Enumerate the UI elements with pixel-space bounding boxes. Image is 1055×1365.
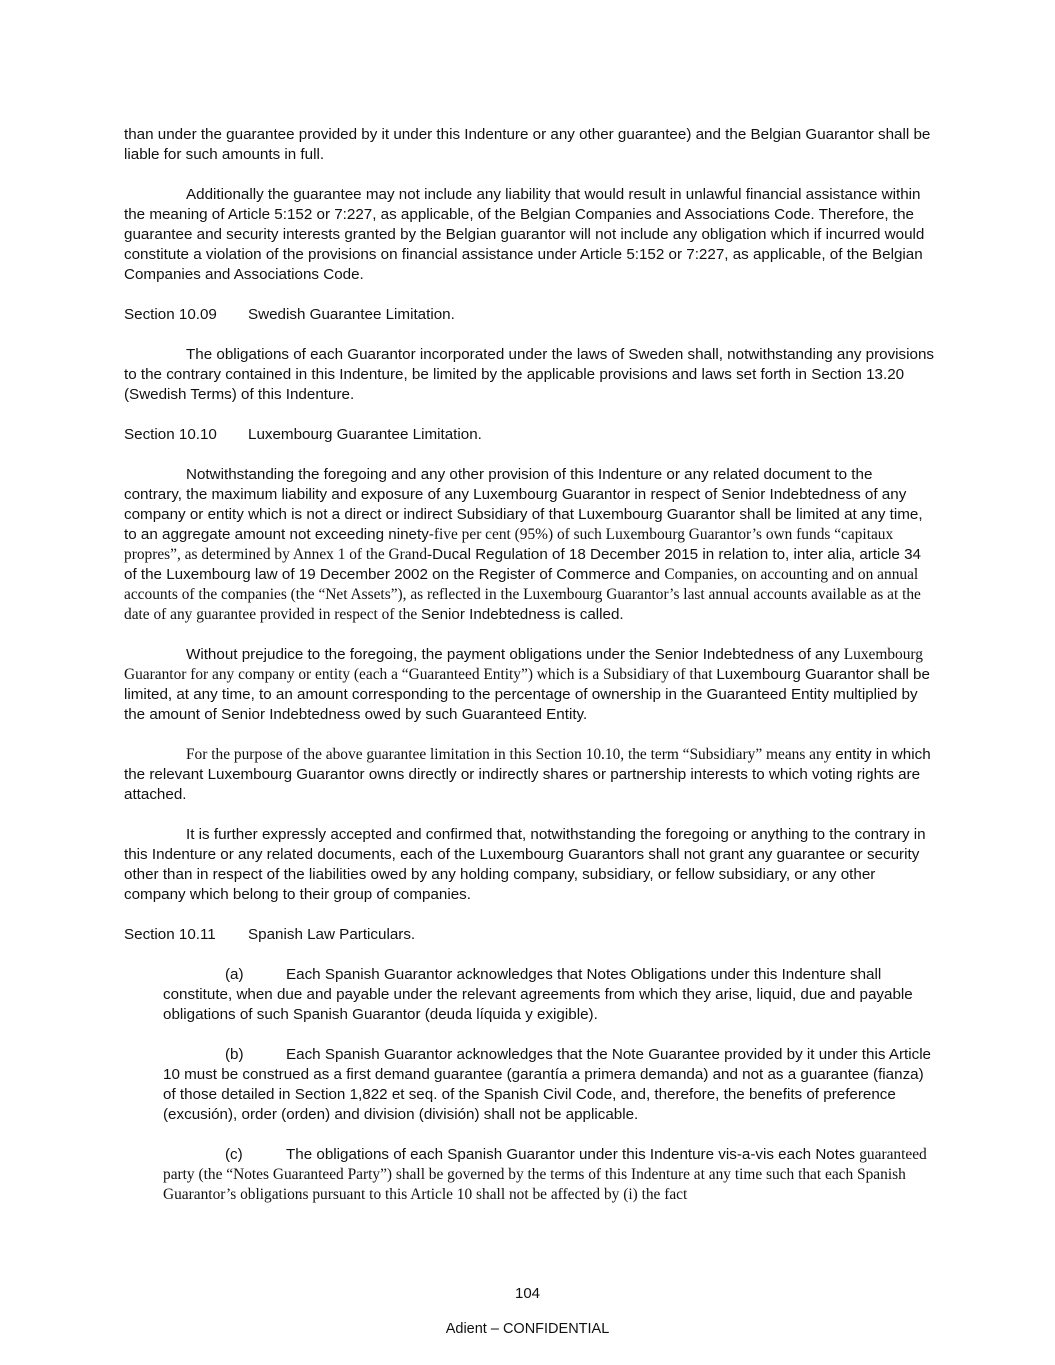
text-run: Companies, on accounting and on annual accounts of the companies (the “Net Assets”), as reflected in the Luxembourg Guarantor’s last annual accounts available as at the date of any guarantee provided in respect of the <box>124 566 921 623</box>
clause-text: Each Spanish Guarantor acknowledges that the Note Guarantee provided by it under this Article 10 must be construed as a first demand guarantee (garantía a primera demanda) and not as a guarantee (fianza) of those detailed in Section 1,822 et seq. of the Spanish Civil Code, and, therefore, the benefits of preference (excusión), order (orden) and division (división) shall not be applicable. <box>163 1046 932 1123</box>
section-heading-10-11 <box>124 925 934 945</box>
clause-text: The obligations of each Spanish Guarantor under this Indenture vis-a-vis each Notes <box>286 1146 860 1163</box>
paragraph-luxembourg-maximum-liability <box>124 465 934 625</box>
paragraph-subsidiary-definition <box>124 745 934 805</box>
section-title: Spanish Law Particulars. <box>248 926 416 943</box>
section-heading-10-10 <box>124 425 934 445</box>
section-number: Section 10.10 <box>124 426 217 443</box>
section-number: Section 10.09 <box>124 306 217 323</box>
text-run: Luxembourg Guarantor for any company or entity (each a “Guaranteed Entity”) which is a Subsidiary of that <box>124 646 923 683</box>
text-run: entity in which the relevant Luxembourg Guarantor owns directly or indirectly shares or partnership interests to which voting rights are attached. <box>124 746 931 803</box>
text-run: Ducal Regulation of 18 December 2015 in relation to, inter alia, article 34 of the Luxembourg law of 19 December 2002 on the Register of Commerce and <box>124 546 921 583</box>
paragraph-swedish-limitation: The obligations of each Guarantor incorporated under the laws of Sweden shall, notwithstanding any provisions to the contrary contained in this Indenture, be limited by the applicable provisions and laws set forth in Section 13.20 (Swedish Terms) of this Indenture. <box>124 346 935 403</box>
paragraph-luxembourg-group-limitation: It is further expressly accepted and confirmed that, notwithstanding the foregoing or anything to the contrary in this Indenture or any related documents, each of the Luxembourg Guarantors shall not grant any guarantee or security other than in respect of the liabilities owed by any holding company, subsidiary, or fellow subsidiary, or any other company which belong to their group of companies. <box>124 826 926 903</box>
paragraph-belgian-liability: than under the guarantee provided by it under this Indenture or any other guarantee) and the Belgian Guarantor shall be liable for such amounts in full. <box>124 126 931 163</box>
text-run: Luxembourg Guarantor shall be limited, at any time, to an amount corresponding to the percentage of ownership in the Guaranteed Entity multiplied by the amount of Senior Indebtedness owed by such Guaranteed Entity. <box>124 666 930 723</box>
text-run: Senior Indebtedness is called. <box>421 606 624 623</box>
clause-text: guaranteed party (the “Notes Guaranteed Party”) shall be governed by the terms of this Indenture at any time such that each Spanish Guarantor’s obligations pursuant to this Article 10 shall not be affected by (i) the fact <box>163 1146 927 1203</box>
text-run: five per cent (95%) of such Luxembourg Guarantor’s own funds “capitaux propres”, as determined by Annex 1 of the Grand- <box>124 526 894 563</box>
clause-label: (b) <box>225 1046 244 1063</box>
paragraph-luxembourg-payment-obligations <box>124 645 934 725</box>
paragraph-belgian-financial-assistance: Additionally the guarantee may not include any liability that would result in unlawful financial assistance within the meaning of Article 5:152 or 7:227, as applicable, of the Belgian Companies and Associations Code. Therefore, the guarantee and security interests granted by the Belgian guarantor will not include any obligation which if incurred would constitute a violation of the provisions on financial assistance under Article 5:152 or 7:227, as applicable, of the Belgian Companies and Associations Code. <box>124 186 925 283</box>
clause-a <box>163 965 934 1025</box>
clause-b <box>163 1045 934 1125</box>
section-title: Luxembourg Guarantee Limitation. <box>248 426 482 443</box>
text-run: For the purpose of the above guarantee limitation in this Section 10.10, the term “Subsidiary” means any <box>186 746 836 763</box>
text-run: Notwithstanding the foregoing and any other provision of this Indenture or any related document to the contrary, the maximum liability and exposure of any Luxembourg Guarantor in respect of Senior Indebtedness of any company or entity which is not a direct or indirect Subsidiary of that Luxembourg Guarantor shall be limited at any time, to an aggregate amount not exceeding ninety- <box>124 466 923 543</box>
section-title: Swedish Guarantee Limitation. <box>248 306 455 323</box>
section-heading-10-09 <box>124 305 934 325</box>
clause-c <box>163 1145 934 1205</box>
clause-label: (c) <box>225 1146 243 1163</box>
clause-label: (a) <box>225 966 244 983</box>
text-run: Without prejudice to the foregoing, the payment obligations under the Senior Indebtedness of any <box>186 646 844 663</box>
page-number: 104 <box>514 1285 541 1302</box>
confidential-footer: Adient – CONFIDENTIAL <box>445 1321 610 1337</box>
clause-text: Each Spanish Guarantor acknowledges that Notes Obligations under this Indenture shall constitute, when due and payable under the relevant agreements from which they arise, liquid, due and payable obligations of such Spanish Guarantor (deuda líquida y exigible). <box>163 966 913 1023</box>
section-number: Section 10.11 <box>124 926 216 943</box>
document-body <box>124 125 934 1205</box>
